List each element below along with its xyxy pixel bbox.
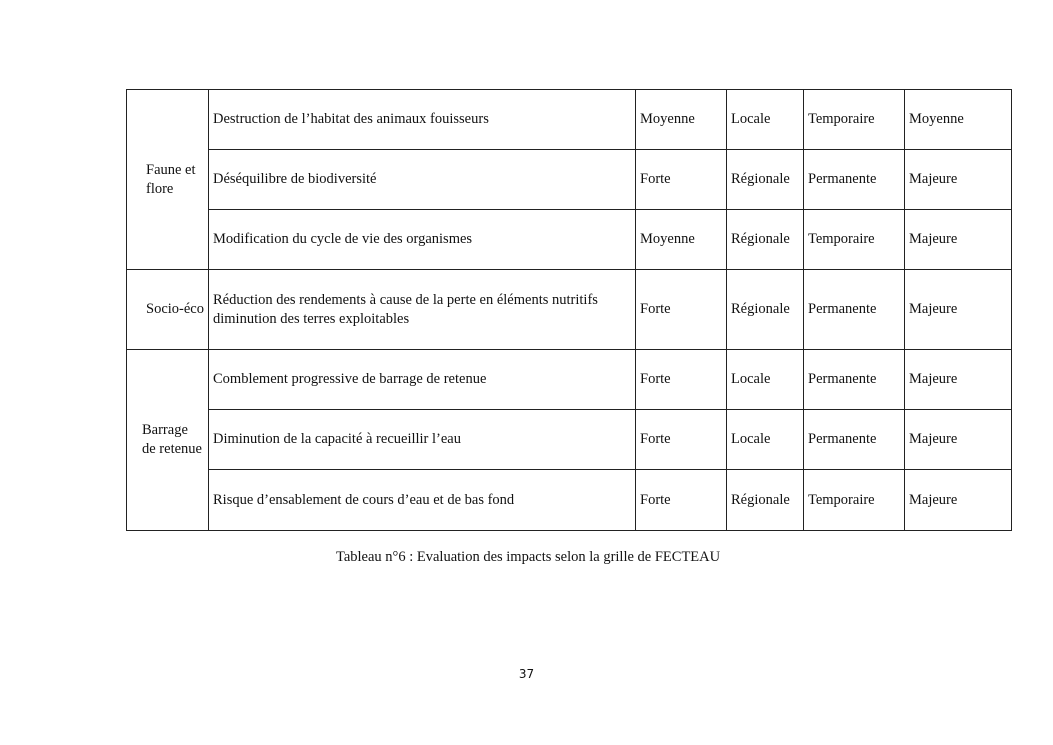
importance-cell: Majeure (905, 410, 1012, 470)
impact-cell: Destruction de l’habitat des animaux fouisseurs (209, 90, 636, 150)
extent-cell: Locale (727, 410, 804, 470)
impact-cell: Réduction des rendements à cause de la perte en éléments nutritifs diminution des terres exploitables (209, 270, 636, 350)
intensity-cell: Moyenne (636, 90, 727, 150)
duration-cell: Permanente (804, 150, 905, 210)
table-caption: Tableau n°6 : Evaluation des impacts selon la grille de FECTEAU (336, 549, 721, 565)
table-row (127, 90, 1012, 150)
impact-evaluation-table (126, 89, 1012, 531)
impact-cell: Modification du cycle de vie des organismes (209, 210, 636, 270)
impact-cell: Déséquilibre de biodiversité (209, 150, 636, 210)
category-cell: Barrage de retenue (127, 350, 209, 531)
importance-cell: Majeure (905, 270, 1012, 350)
table-row (127, 210, 1012, 270)
intensity-cell: Forte (636, 150, 727, 210)
duration-cell: Permanente (804, 350, 905, 410)
duration-cell: Temporaire (804, 210, 905, 270)
extent-cell: Régionale (727, 210, 804, 270)
extent-cell: Régionale (727, 270, 804, 350)
extent-cell: Locale (727, 90, 804, 150)
importance-cell: Majeure (905, 470, 1012, 531)
table-row (127, 470, 1012, 531)
table-row (127, 410, 1012, 470)
table-row (127, 150, 1012, 210)
intensity-cell: Moyenne (636, 210, 727, 270)
duration-cell: Temporaire (804, 470, 905, 531)
duration-cell: Permanente (804, 270, 905, 350)
duration-cell: Permanente (804, 410, 905, 470)
impact-cell: Comblement progressive de barrage de retenue (209, 350, 636, 410)
importance-cell: Moyenne (905, 90, 1012, 150)
table-row (127, 270, 1012, 350)
category-cell: Socio-éco (127, 270, 209, 350)
intensity-cell: Forte (636, 410, 727, 470)
importance-cell: Majeure (905, 350, 1012, 410)
impact-cell: Risque d’ensablement de cours d’eau et de bas fond (209, 470, 636, 531)
extent-cell: Régionale (727, 470, 804, 531)
extent-cell: Régionale (727, 150, 804, 210)
intensity-cell: Forte (636, 270, 727, 350)
intensity-cell: Forte (636, 470, 727, 531)
extent-cell: Locale (727, 350, 804, 410)
category-cell: Faune et flore (127, 90, 209, 270)
impact-cell: Diminution de la capacité à recueillir l’eau (209, 410, 636, 470)
page-number: 37 (518, 667, 535, 681)
importance-cell: Majeure (905, 210, 1012, 270)
importance-cell: Majeure (905, 150, 1012, 210)
intensity-cell: Forte (636, 350, 727, 410)
duration-cell: Temporaire (804, 90, 905, 150)
table-row (127, 350, 1012, 410)
